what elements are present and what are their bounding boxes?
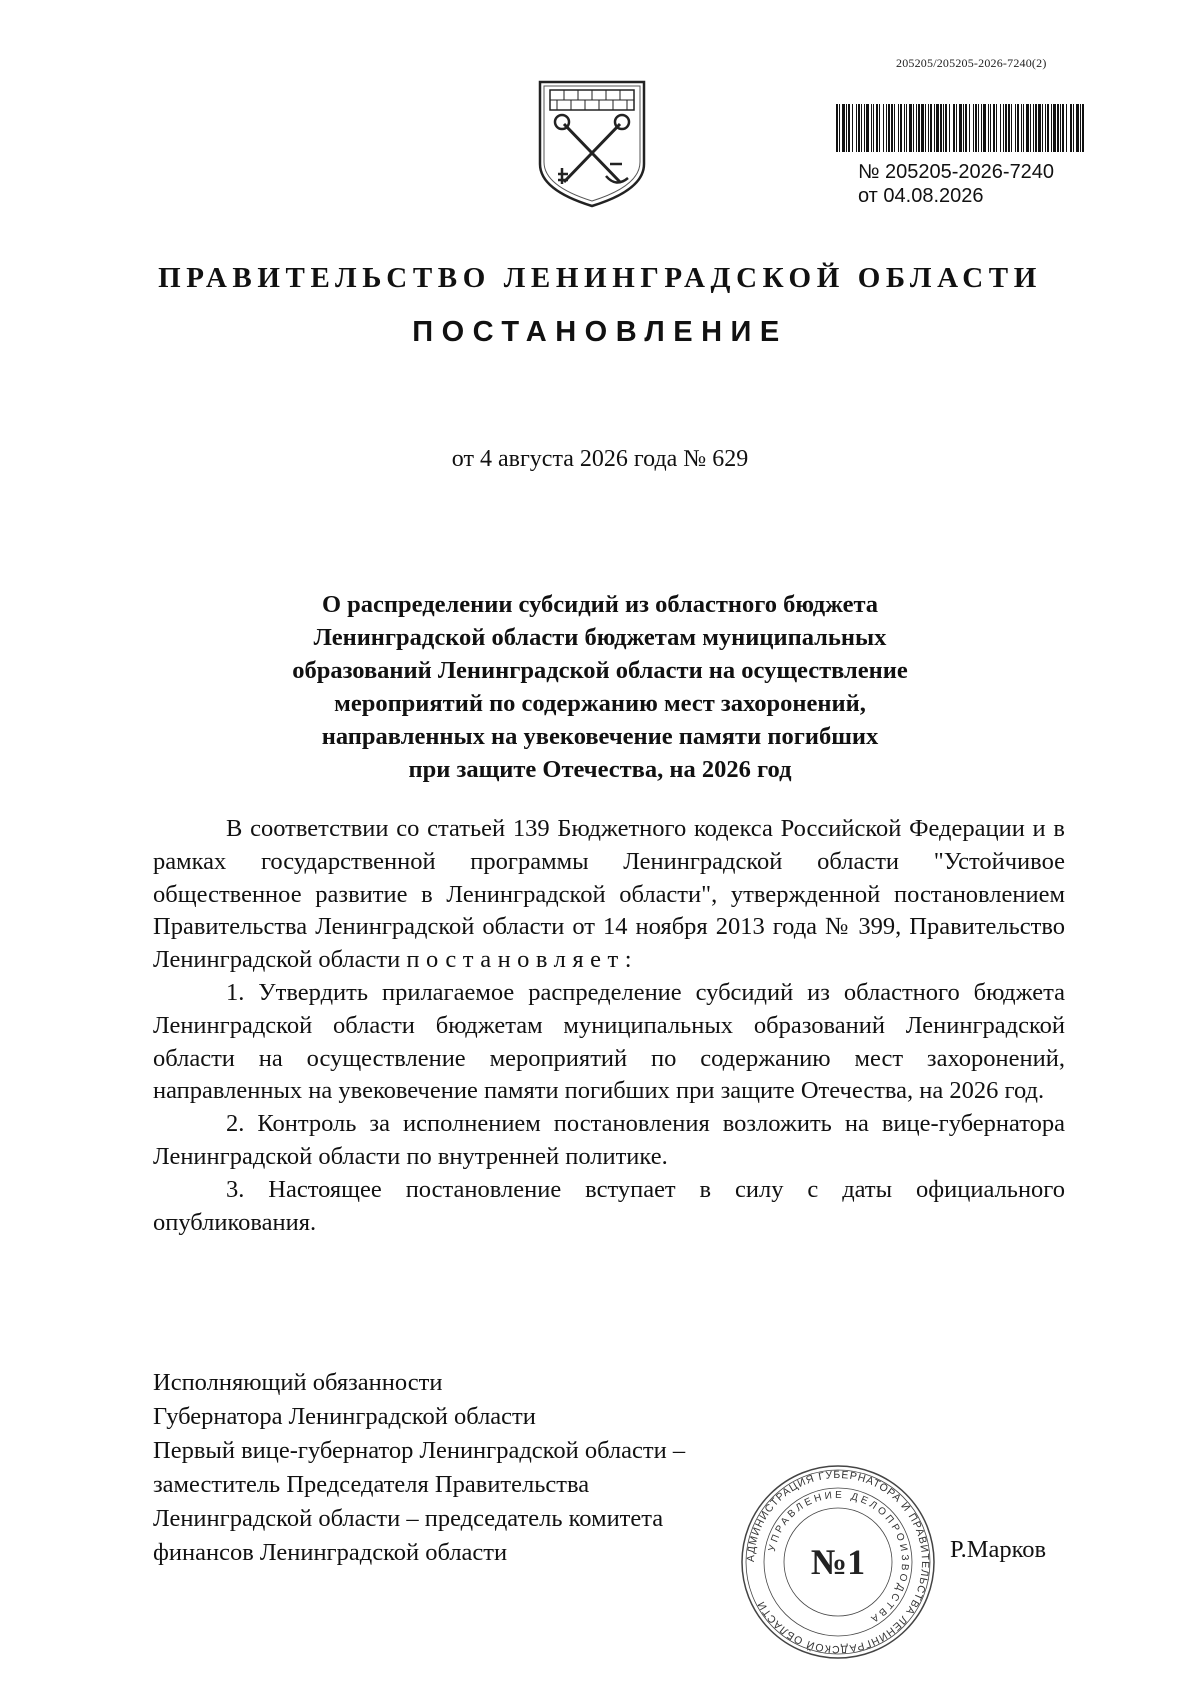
- decree-item: 1. Утвердить прилагаемое распределение субсидий из областного бюджета Ленинградской области бюджетам муниципальных образований Ленинградской области на осуществление мероприятий по содержанию мест захоронений, направленных на увековечение памяти погибших при защите Отечества, на 2026 год.: [153, 978, 1065, 1105]
- position-line: Губернатора Ленинградской области: [153, 1403, 536, 1430]
- title-line: при защите Отечества, на 2026 год: [408, 756, 792, 783]
- preamble-text: В соответствии со статьей 139 Бюджетного кодекса Российской Федерации и в рамках государственной программы Ленинградской области "Устойчивое общественное развитие в Ленинградской области", утвержденной постановлением Правительства Ленинградской области от 14 ноября 2013 года № 399, Правительство Ленинградской области: [153, 815, 1065, 974]
- decree-item: 2. Контроль за исполнением постановления возложить на вице-губернатора Ленинградской области по внутренней политике.: [153, 1110, 1065, 1170]
- resolves-word: постановляет:: [406, 946, 639, 974]
- preamble-paragraph: [153, 813, 1065, 977]
- title-line: Ленинградской области бюджетам муниципальных: [313, 624, 887, 651]
- reference-number: 205205/205205-2026-7240(2): [896, 56, 1047, 70]
- barcode-bar: [1082, 104, 1084, 152]
- position-line: заместитель Председателя Правительства: [153, 1471, 590, 1498]
- seal-number: №1: [810, 1542, 866, 1582]
- registration-stamp: [858, 160, 1054, 208]
- coat-of-arms-emblem: [536, 78, 648, 210]
- registration-number: № 205205-2026-7240: [858, 161, 1055, 183]
- title-line: направленных на увековечение памяти погибших: [321, 723, 879, 750]
- title-line: О распределении субсидий из областного бюджета: [321, 591, 879, 618]
- document-type-heading: ПОСТАНОВЛЕНИЕ: [412, 316, 788, 348]
- position-line: Ленинградской области – председатель комитета: [153, 1505, 664, 1532]
- position-line: Исполняющий обязанности: [153, 1369, 443, 1396]
- position-line: финансов Ленинградской области: [153, 1539, 508, 1566]
- official-seal: [738, 1462, 938, 1662]
- seal-inner-text: УПРАВЛЕНИЕ ДЕЛОПРОИЗВОДСТВА: [766, 1489, 911, 1626]
- title-line: мероприятий по содержанию мест захоронений,: [334, 690, 866, 717]
- authority-heading: ПРАВИТЕЛЬСТВО ЛЕНИНГРАДСКОЙ ОБЛАСТИ: [158, 262, 1042, 294]
- decree-title: [200, 588, 1000, 786]
- seal-outer-text: АДМИНИСТРАЦИЯ ГУБЕРНАТОРА И ПРАВИТЕЛЬСТВА ЛЕНИНГРАДСКОЙ ОБЛАСТИ: [744, 1468, 932, 1656]
- decree-item: 3. Настоящее постановление вступает в силу с даты официального опубликования.: [153, 1175, 1065, 1236]
- title-line: образований Ленинградской области на осуществление: [292, 657, 908, 684]
- decree-body: [153, 813, 1065, 1239]
- registration-date: от 04.08.2026: [858, 185, 984, 207]
- decree-date-number: от 4 августа 2026 года № 629: [451, 446, 749, 472]
- signatory-position: [153, 1366, 685, 1570]
- barcode: [836, 104, 1088, 152]
- signer-name: Р.Марков: [950, 1536, 1047, 1563]
- position-line: Первый вице-губернатор Ленинградской области –: [153, 1437, 686, 1464]
